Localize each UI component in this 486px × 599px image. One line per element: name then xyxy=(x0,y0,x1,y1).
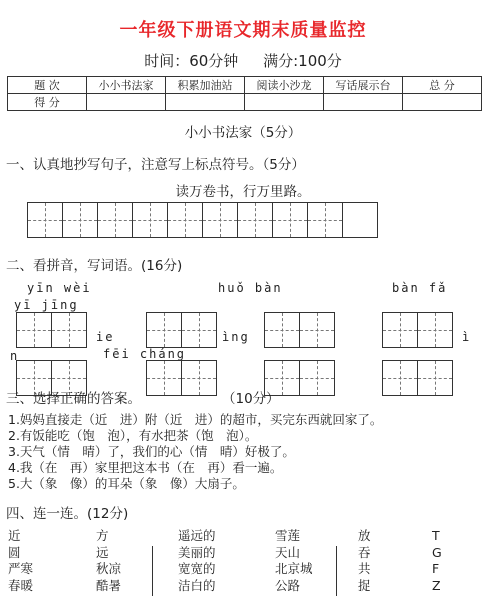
answer-box-6[interactable] xyxy=(146,360,217,396)
answer-box-8[interactable] xyxy=(382,360,453,396)
match-col-4: 雪莲 天山 北京城 公路 xyxy=(275,528,313,593)
time-info: 时间：60分钟 xyxy=(144,52,239,70)
pinyin-inline-c: ì xyxy=(462,330,472,344)
score-info: 满分:100分 xyxy=(263,52,342,70)
score-cell[interactable] xyxy=(166,94,245,111)
answer-box-4[interactable] xyxy=(382,312,453,348)
answer-box-2[interactable] xyxy=(146,312,217,348)
pinyin-5: n xyxy=(10,349,20,363)
score-cell[interactable] xyxy=(403,94,482,111)
choice-item: 3.天气（情 晴）了，我们的心（情 晴）好极了。 xyxy=(8,444,295,459)
pinyin-4: yī jīng xyxy=(14,298,79,312)
match-col-2: 方 远 秋凉 酷暑 xyxy=(96,528,122,593)
q1-prompt: 一、认真地抄写句子，注意写上标点符号。（5分） xyxy=(6,157,305,173)
section-heading: 小小书法家（5分） xyxy=(184,125,302,141)
copy-grid[interactable] xyxy=(27,202,378,238)
pinyin-6: fēi cháng xyxy=(103,347,187,361)
choice-item: 5.大（象 像）的耳朵（象 像）大扇子。 xyxy=(8,476,245,491)
score-table-row: 得 分 xyxy=(8,94,482,111)
answer-box-1[interactable] xyxy=(16,312,87,348)
divider-1 xyxy=(152,546,153,596)
match-col-6: T G F Z xyxy=(432,528,442,593)
pinyin-inline-a: ie xyxy=(96,330,115,344)
q1-sentence: 读万卷书，行万里路。 xyxy=(175,184,311,200)
q3-prompt-a: 三、选择正确的答案。 xyxy=(6,391,141,407)
exam-meta xyxy=(0,50,486,71)
match-col-1: 近 圆 严寒 春暖 xyxy=(8,528,34,593)
pinyin-3: bàn fǎ xyxy=(392,281,448,295)
q3-list xyxy=(8,412,382,492)
pinyin-1: yīn wèi xyxy=(27,281,92,295)
divider-2 xyxy=(336,546,337,596)
pinyin-inline-b: ìng xyxy=(222,330,250,344)
q3-prompt-b: （10分） xyxy=(222,391,280,407)
score-cell[interactable] xyxy=(87,94,166,111)
q2-prompt: 二、看拼音，写词语。(16分) xyxy=(6,258,183,274)
match-col-3: 遥远的 美丽的 宽宽的 洁白的 xyxy=(178,528,216,593)
score-table-header: 题 次 小小书法家 积累加油站 阅读小沙龙 写话展示台 总 分 xyxy=(8,77,482,94)
score-cell[interactable] xyxy=(245,94,324,111)
answer-box-3[interactable] xyxy=(264,312,335,348)
match-col-5: 放 吞 共 捉 xyxy=(358,528,371,593)
q4-prompt: 四、连一连。(12分) xyxy=(6,506,129,522)
score-cell[interactable] xyxy=(324,94,403,111)
score-table xyxy=(7,76,482,111)
choice-item: 1.妈妈直接走（近 进）附（近 进）的超市，买完东西就回家了。 xyxy=(8,412,383,427)
exam-title: 一年级下册语文期末质量监控 xyxy=(119,20,367,41)
choice-item: 4.我（在 再）家里把这本书（在 再）看一遍。 xyxy=(8,460,283,475)
pinyin-2: huǒ bàn xyxy=(218,281,283,295)
choice-item: 2.有饭能吃（饱 泡），有水把茶（饱 泡）。 xyxy=(8,428,258,443)
